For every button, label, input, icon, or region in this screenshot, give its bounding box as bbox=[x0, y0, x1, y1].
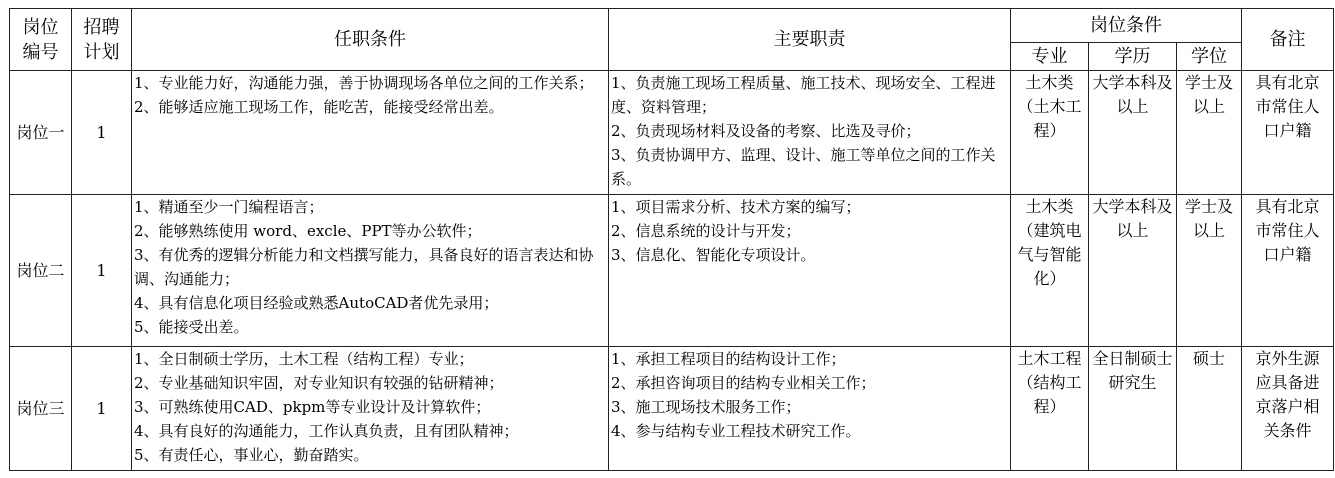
table-row bbox=[10, 71, 1334, 195]
qualification-item: 2、能够熟练使用 word、excle、PPT等办公软件； bbox=[134, 222, 482, 240]
qualification-item: 2、专业基础知识牢固，对专业知识有较强的钻研精神； bbox=[134, 374, 504, 392]
qualification-item: 2、能够适应施工现场工作，能吃苦，能接受经常出差。 bbox=[134, 98, 504, 116]
header-education: 学历 bbox=[1089, 43, 1177, 71]
qualification-item: 1、精通至少一门编程语言； bbox=[134, 198, 324, 216]
duty-item: 1、负责施工现场工程质量、施工技术、现场安全、工程进度、资料管理； bbox=[611, 74, 996, 116]
qualification-item: 1、专业能力好，沟通能力强，善于协调现场各单位之间的工作关系； bbox=[134, 74, 594, 92]
major-cell: 土木类（土木工程） bbox=[1011, 71, 1089, 195]
job-posting-table bbox=[9, 8, 1334, 471]
duty-item: 2、承担咨询项目的结构专业相关工作； bbox=[611, 374, 876, 392]
degree-cell: 学士及以上 bbox=[1177, 195, 1242, 347]
remarks-cell: 具有北京市常住人口户籍 bbox=[1242, 195, 1334, 347]
remarks-cell: 具有北京市常住人口户籍 bbox=[1242, 71, 1334, 195]
qualification-item: 3、有优秀的逻辑分析能力和文档撰写能力，具备良好的语言表达和协调、沟通能力； bbox=[134, 246, 594, 288]
qualification-item: 4、具有信息化项目经验或熟悉AutoCAD者优先录用； bbox=[134, 294, 499, 312]
remarks-cell: 京外生源应具备进京落户相关条件 bbox=[1242, 347, 1334, 471]
qualifications-cell bbox=[132, 71, 609, 195]
header-remarks: 备注 bbox=[1242, 9, 1334, 71]
duty-item: 1、项目需求分析、技术方案的编写； bbox=[611, 198, 861, 216]
qualification-item: 4、具有良好的沟通能力，工作认真负责，且有团队精神； bbox=[134, 422, 519, 440]
post-cell: 岗位一 bbox=[10, 71, 72, 195]
qualifications-cell bbox=[132, 347, 609, 471]
education-cell: 大学本科及以上 bbox=[1089, 195, 1177, 347]
plan-cell: 1 bbox=[72, 347, 132, 471]
duties-cell bbox=[609, 347, 1011, 471]
duties-cell bbox=[609, 71, 1011, 195]
table-row bbox=[10, 195, 1334, 347]
qualification-item: 3、可熟练使用CAD、pkpm等专业设计及计算软件； bbox=[134, 398, 491, 416]
education-cell: 大学本科及以上 bbox=[1089, 71, 1177, 195]
duty-item: 3、信息化、智能化专项设计。 bbox=[611, 246, 816, 264]
plan-cell: 1 bbox=[72, 195, 132, 347]
header-qualifications: 任职条件 bbox=[132, 9, 609, 71]
header-duties: 主要职责 bbox=[609, 9, 1011, 71]
duty-item: 4、参与结构专业工程技术研究工作。 bbox=[611, 422, 861, 440]
degree-cell: 学士及以上 bbox=[1177, 71, 1242, 195]
qualification-item: 5、能接受出差。 bbox=[134, 318, 249, 336]
duty-item: 2、负责现场材料及设备的考察、比选及寻价； bbox=[611, 122, 921, 140]
qualification-item: 1、全日制硕士学历，土木工程（结构工程）专业； bbox=[134, 350, 474, 368]
duty-item: 1、承担工程项目的结构设计工作； bbox=[611, 350, 846, 368]
header-post-id: 岗位编号 bbox=[10, 9, 72, 71]
duty-item: 3、负责协调甲方、监理、设计、施工等单位之间的工作关系。 bbox=[611, 146, 996, 188]
post-cell: 岗位三 bbox=[10, 347, 72, 471]
duties-cell bbox=[609, 195, 1011, 347]
table-row bbox=[10, 347, 1334, 471]
qualifications-cell bbox=[132, 195, 609, 347]
major-cell: 土木工程（结构工程） bbox=[1011, 347, 1089, 471]
duty-item: 3、施工现场技术服务工作； bbox=[611, 398, 801, 416]
header-degree: 学位 bbox=[1177, 43, 1242, 71]
header-conditions: 岗位条件 bbox=[1011, 9, 1242, 43]
degree-cell: 硕士 bbox=[1177, 347, 1242, 471]
post-cell: 岗位二 bbox=[10, 195, 72, 347]
plan-cell: 1 bbox=[72, 71, 132, 195]
header-plan: 招聘计划 bbox=[72, 9, 132, 71]
duty-item: 2、信息系统的设计与开发； bbox=[611, 222, 801, 240]
major-cell: 土木类（建筑电气与智能化） bbox=[1011, 195, 1089, 347]
header-major: 专业 bbox=[1011, 43, 1089, 71]
qualification-item: 5、有责任心，事业心，勤奋踏实。 bbox=[134, 446, 369, 464]
education-cell: 全日制硕士研究生 bbox=[1089, 347, 1177, 471]
